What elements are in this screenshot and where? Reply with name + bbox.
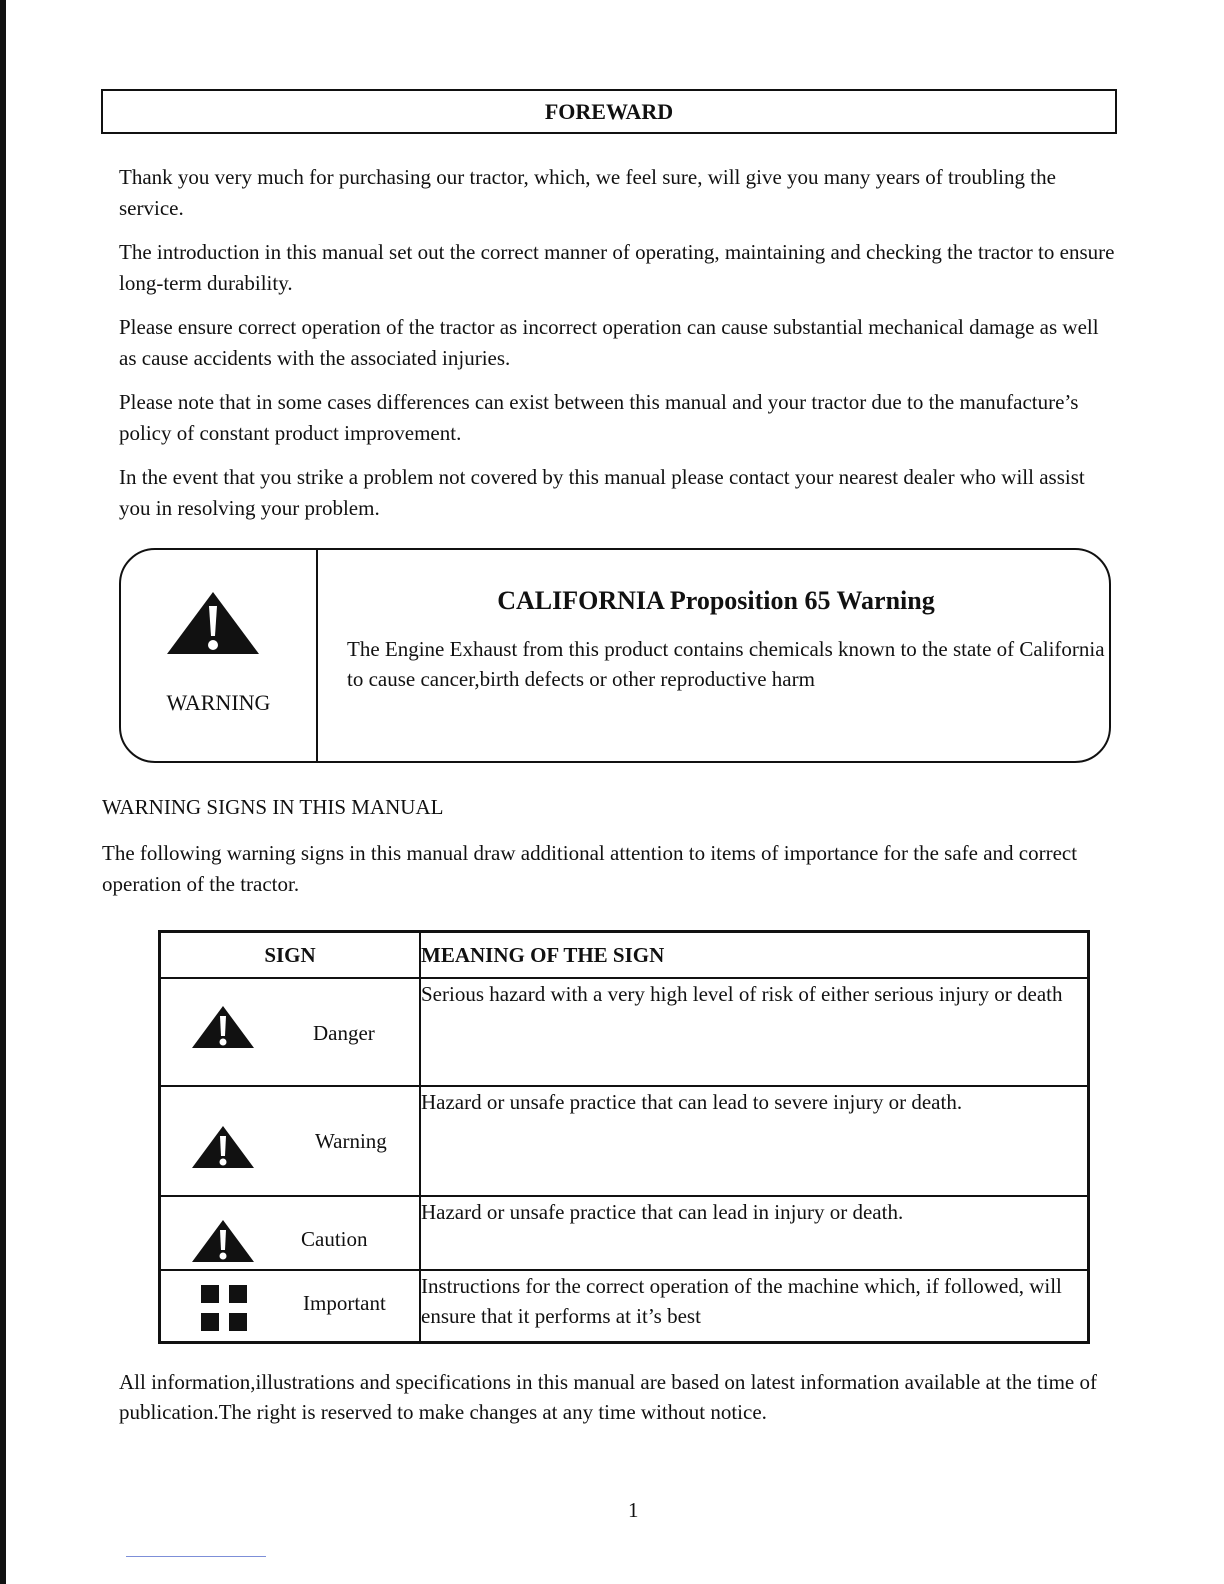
intro-paragraph: In the event that you strike a problem not covered by this manual please contact your nearest dealer who will assist you in resolving your problem. [119,465,1085,520]
meaning-important: Instructions for the correct operation of the machine which, if followed, will ensure that it performs at it’s best [420,1270,1089,1342]
intro-paragraph: Thank you very much for purchasing our tractor, which, we feel sure, will give you many years of troubling the service. [119,165,1056,220]
intro-paragraph: The introduction in this manual set out the correct manner of operating, maintaining and checking the tractor to ensure long-term durability. [119,240,1115,295]
meaning-danger: Serious hazard with a very high level of risk of either serious injury or death [420,978,1089,1086]
warning-triangle-icon [165,590,261,656]
header-sign: SIGN [160,932,421,979]
page-number: 1 [628,1498,639,1522]
warning-triangle-icon [191,1125,255,1169]
meaning-caution: Hazard or unsafe practice that can lead in injury or death. [420,1196,1089,1270]
sign-name-caution: Caution [301,1227,368,1251]
warning-signs-table [158,930,1090,1344]
scan-edge-bar [0,0,6,1584]
sign-cell-danger [160,978,421,1086]
table-header-row [160,932,1089,979]
intro-paragraph: Please ensure correct operation of the tractor as incorrect operation can cause substantial mechanical damage as well as cause accidents with the associated injuries. [119,315,1099,370]
prop65-title: CALIFORNIA Proposition 65 Warning [497,586,935,615]
warning-signs-heading: WARNING SIGNS IN THIS MANUAL [102,795,444,819]
sign-cell-warning [160,1086,421,1196]
table-row [160,1270,1089,1342]
sign-name-warning: Warning [315,1129,387,1153]
table-row [160,978,1089,1086]
sign-name-danger: Danger [313,1021,375,1045]
closing-note: All information,illustrations and specifications in this manual are based on latest information available at the time of publication.The right is reserved to make changes at any time without notice. [119,1370,1097,1424]
warning-triangle-icon [191,1005,255,1049]
warning-signs-intro: The following warning signs in this manual draw additional attention to items of importance for the safe and correct operation of the tractor. [102,841,1078,896]
warning-label: WARNING [166,690,271,715]
prop65-text: The Engine Exhaust from this product contains chemicals known to the state of California to cause cancer,birth defects or other reproductive harm [347,637,1105,691]
warning-triangle-icon [191,1219,255,1263]
prop65-warning-box [119,548,1111,763]
sign-name-important: Important [303,1291,386,1315]
sign-cell-caution [160,1196,421,1270]
important-cross-icon [201,1285,247,1331]
meaning-warning: Hazard or unsafe practice that can lead to severe injury or death. [420,1086,1089,1196]
table-row [160,1086,1089,1196]
table-row [160,1196,1089,1270]
warning-divider [316,550,318,761]
header-meaning: MEANING OF THE SIGN [420,932,1089,979]
intro-paragraph: Please note that in some cases differences can exist between this manual and your tractor due to the manufacture’s policy of constant product improvement. [119,390,1079,445]
page-title: FOREWARD [544,98,674,124]
page-title-box [101,89,1117,134]
intro-section [119,162,1119,537]
footer-rule [126,1556,266,1557]
sign-cell-important [160,1270,421,1342]
